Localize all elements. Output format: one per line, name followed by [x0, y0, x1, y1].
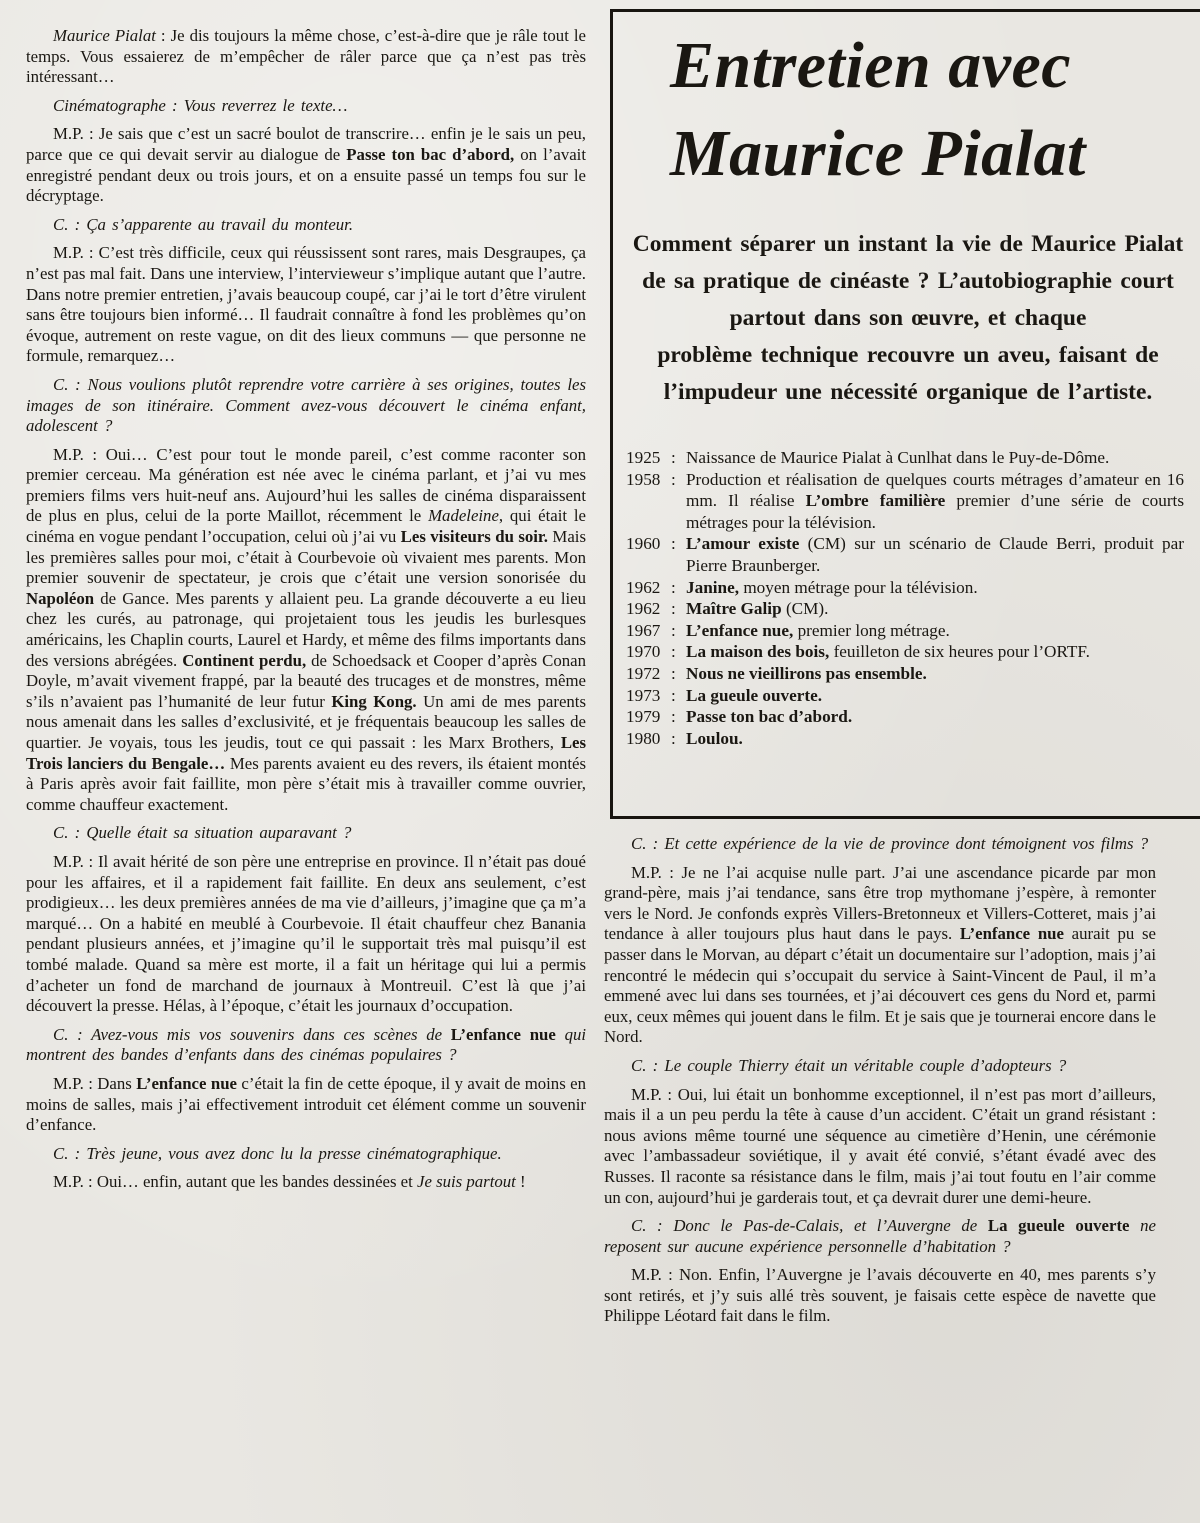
text-segment: Naissance de Maurice Pialat à Cunlhat dans le Puy-de-Dôme.	[686, 448, 1110, 467]
interviewer-question	[26, 375, 586, 437]
text-segment: La gueule ouverte	[987, 1216, 1130, 1236]
right-interview-column	[604, 834, 1156, 1327]
text-segment: Mes parents avaient eu des revers, ils étaient montés à Paris après avoir fait faillite, mon père s’était mis à travailler comme ouvrier, comme chauffeur exactement.	[26, 753, 586, 814]
interviewer-question	[26, 823, 586, 844]
text-segment: aurait pu se passer dans le Morvan, au départ c’était un documentaire sur l’adoption, mais j’ai rencontré le médecin qui s’occupait du service à Saint-Vincent de Paul, il m’a emmené avec lui dans ses tournées, et j’ai découvert ces gens du Nord et, parmi eux, ceux mêmes qui jouent dans le film. Et je sais que je tournerai encore dans le Nord.	[604, 924, 1156, 1047]
interview-answer	[26, 1172, 586, 1193]
page-title-line1: Entretien avec	[670, 29, 1072, 102]
text-segment: feuilleton de six heures pour l’ORTF.	[829, 642, 1090, 662]
filmography-entry	[626, 533, 1184, 576]
text-segment: C. : Quelle était sa situation auparavant ?	[53, 823, 352, 843]
filmography-year: 1980	[626, 728, 661, 748]
text-segment: L’enfance nue	[959, 924, 1064, 944]
filmography-entry	[626, 706, 1184, 728]
filmography-list	[626, 447, 1190, 749]
filmography-year: 1962	[626, 577, 661, 597]
text-segment: C. : Avez-vous mis vos souvenirs dans ces scènes de	[53, 1024, 451, 1044]
filmography-description	[686, 598, 1184, 620]
text-segment: C. : Le couple Thierry était un véritable couple d’adopteurs ?	[631, 1055, 1067, 1075]
interview-answer	[26, 445, 586, 816]
text-segment: C. : Très jeune, vous avez donc lu la presse cinématographique.	[53, 1143, 502, 1163]
text-segment: (CM).	[781, 599, 829, 619]
text-segment: Un ami de mes parents nous amenait dans les salles d’exclusivité, et je fréquentais beaucoup les salles de quartier. Je voyais, tous les jeudis, tout ce qui passait : les Marx Brothers,	[26, 691, 586, 752]
text-segment: L’ombre familière	[805, 491, 946, 511]
interview-answer	[26, 1074, 586, 1136]
text-segment: Passe ton bac d’abord.	[686, 707, 853, 727]
filmography-entry	[626, 685, 1184, 707]
text-segment: M.P. : Dans	[53, 1073, 137, 1093]
intro-line: partout dans son œuvre, et chaque	[729, 305, 1087, 331]
text-segment: : Je dis toujours la même chose, c’est-à-dire que je râle tout le temps. Vous essaierez de m’empêcher de râler parce que ça n’est pas très intéressant…	[26, 26, 586, 87]
filmography-description	[686, 663, 1184, 685]
filmography-entry	[626, 577, 1184, 599]
text-segment: qui montrent des bandes d’enfants dans des cinémas populaires ?	[26, 1024, 587, 1065]
filmography-year: 1925	[626, 448, 661, 467]
text-segment: C. : Et cette expérience de la vie de province dont témoignent vos films ?	[631, 834, 1149, 853]
title-box	[610, 9, 1200, 819]
text-segment: Madeleine	[428, 506, 499, 526]
text-segment: Janine,	[686, 577, 740, 597]
text-segment: Maurice Pialat	[53, 26, 156, 45]
intro-line: problème technique recouvre un aveu, faisant de	[657, 342, 1159, 368]
interview-answer	[604, 863, 1156, 1048]
text-segment: C. : Ça s’apparente au travail du monteur.	[53, 214, 354, 234]
interviewer-question	[26, 1144, 586, 1165]
text-segment: moyen métrage pour la télévision.	[739, 577, 978, 597]
filmography-year: 1960	[626, 534, 661, 554]
interview-answer	[604, 1085, 1156, 1209]
text-segment: Nous ne vieillirons pas ensemble.	[686, 663, 927, 683]
text-segment: Production et réalisation de quelques courts métrages d’amateur en 16 mm. Il réalise	[686, 469, 1184, 511]
filmography-description	[686, 447, 1184, 469]
text-segment: c’était la fin de cette époque, il y avait de moins en moins de salles, mais j’ai effectivement introduit cet élément comme un souvenir d’enfance.	[26, 1073, 586, 1135]
interviewer-question	[26, 1025, 586, 1066]
filmography-year: 1979	[626, 707, 661, 727]
filmography-year: 1970	[626, 642, 661, 662]
page-title	[626, 22, 1190, 198]
text-segment: Napoléon	[26, 588, 95, 608]
filmography-entry	[626, 663, 1184, 685]
text-segment: premier d’une série de courts métrages pour la télévision.	[686, 491, 1185, 532]
interviewer-question	[26, 215, 586, 236]
text-segment: !	[515, 1172, 526, 1192]
text-segment: , qui était le cinéma en vogue pendant l’occupation, celui où j’ai vu	[26, 506, 586, 547]
intro-line: l’impudeur une nécessité organique de l’artiste.	[663, 379, 1153, 405]
interviewer-question	[604, 1056, 1156, 1077]
interview-answer	[26, 243, 586, 367]
intro-paragraph	[626, 226, 1190, 411]
filmography-year: 1973	[626, 685, 661, 705]
interview-answer	[26, 852, 586, 1017]
filmography-description	[686, 685, 1184, 707]
filmography-separator: :	[671, 642, 676, 662]
text-segment: Je suis partout	[417, 1172, 516, 1192]
text-segment: premier long métrage.	[793, 620, 950, 640]
text-segment: M.P. : Je sais que c’est un sacré boulot de transcrire… enfin je le sais un peu, parce que ce qui devait servir au dialogue de	[26, 124, 586, 164]
text-segment: Les visiteurs du soir.	[400, 527, 549, 547]
interviewer-question	[604, 834, 1156, 855]
text-segment: M.P. : Oui… C’est pour tout le monde pareil, c’est comme raconter son premier cerceau. Ma génération est née avec le cinéma parlant, et j’ai vu mes premiers films vers huit-neuf ans. Aujourd’hui les salles de cinéma disparaissent de plus en plus, celui de la porte Maillot, récemment le	[26, 444, 586, 526]
filmography-entry	[626, 469, 1184, 534]
filmography-description	[686, 728, 1184, 750]
interviewer-question	[26, 96, 586, 117]
text-segment: M.P. : Oui, lui était un bonhomme exceptionnel, il n’est pas mort d’ailleurs, mais il a un peu perdu la tête à cause d’un accident. C’était un grand résistant : nous avions même tourné une séquence au cimetière d’Henin, une cérémonie avec l’ambassadeur soviétique, il y avait été convié, s’étant évadé avec des Russes. Il raconte sa résistance dans le film, mais j’ai tout foutu en l’air comme un con, aujourd’hui je garderais tout, et ça devrait durer une demi-heure.	[604, 1084, 1156, 1207]
text-segment: La maison des bois,	[686, 642, 830, 662]
text-segment: C. : Donc le Pas-de-Calais, et l’Auvergne de	[631, 1216, 988, 1236]
text-segment: M.P. : Il avait hérité de son père une entreprise en province. Il n’était pas doué pour les affaires, et il a rapidement fait faillite. En deux ans seulement, c’est prodigieux… les deux premières années de ma vie d’ailleurs, j’imagine que ça m’a marqué… On a habité en meublé à Courbevoie. Il était chauffeur chez Banania pendant plusieurs années, et j’imagine qu’il le supportait très mal puisqu’il est tombé malade. Quand sa mère est morte, il a fait un héritage qui lui a permis d’acheter un fond de marchand de journaux à Montreuil. C’est là que j’ai découvert la presse. Hélas, à l’époque, c’était les journaux d’occupation.	[26, 851, 586, 1016]
text-segment: de Gance. Mes parents y allaient peu. La grande découverte a eu lieu chez les curés, au patronage, qui projetaient tous les jeudis les burlesques américains, les Chaplin courts, Laurel et Hardy, et même des films importants dans des versions abrégées.	[26, 588, 586, 670]
text-segment: de Schoedsack et Cooper d’après Conan Doyle, m’avait vivement frappé, par la beauté des trucages et de monstres, même s’ils n’avaient pas l’humanité de leur futur	[26, 650, 586, 711]
filmography-entry	[626, 728, 1184, 750]
filmography-entry	[626, 447, 1184, 469]
left-interview-column	[26, 26, 586, 1193]
filmography-year: 1967	[626, 620, 661, 640]
filmography-description	[686, 706, 1184, 728]
text-segment: M.P. : C’est très difficile, ceux qui réussissent sont rares, mais Desgraupes, ça n’est pas mal fait. Dans une interview, l’intervieweur s’implique autant que l’autre. Dans notre premier entretien, j’avais beaucoup coupé, car j’ai le tort d’être virulent sans être toujours bien informé… Il faudrait connaître à fond les problèmes qu’on évoque, autrement on reste vague, on dit des lieux communs — que personne ne formule, remarquez…	[26, 243, 586, 366]
filmography-separator: :	[671, 448, 676, 467]
text-segment: King Kong.	[331, 691, 417, 711]
filmography-separator: :	[671, 577, 676, 597]
filmography-entry	[626, 620, 1184, 642]
filmography-separator: :	[671, 620, 676, 640]
text-segment: M.P. : Je ne l’ai acquise nulle part. J’ai une ascendance picarde par mon grand-père, mais j’ai tendance, sans être trop mythomane j’espère, à remonter vers le Nord. Je confonds exprès Villers-Bretonneux et Villers-Cotteret, mais j’ai tendance à aller toujours plus haut dans le pays.	[604, 862, 1156, 944]
filmography-description	[686, 533, 1184, 576]
text-segment: (CM) sur un scénario de Claude Berri, produit par Pierre Braunberger.	[686, 534, 1185, 575]
text-segment: L’amour existe	[686, 534, 800, 554]
text-segment: M.P. : Oui… enfin, autant que les bandes dessinées et	[53, 1172, 417, 1192]
text-segment: La gueule ouverte.	[686, 685, 823, 705]
interview-answer	[26, 124, 586, 206]
text-segment: Cinématographe : Vous reverrez le texte…	[53, 95, 348, 115]
interview-answer	[604, 1265, 1156, 1327]
filmography-separator: :	[671, 685, 676, 705]
text-segment: L’enfance nue,	[686, 620, 794, 640]
filmography-separator: :	[671, 728, 676, 748]
text-segment: C. : Nous voulions plutôt reprendre votre carrière à ses origines, toutes les images de son itinéraire. Comment avez-vous découvert le cinéma enfant, adolescent ?	[26, 374, 586, 436]
text-segment: Loulou.	[686, 728, 743, 748]
text-segment: Continent perdu,	[182, 650, 307, 670]
text-segment: Mais les premières salles pour moi, c’était à Courbevoie où vivaient mes parents. Mon premier souvenir de spectateur, je crois que c’était une version sonorisée du	[26, 527, 586, 588]
text-segment: Passe ton bac d’abord,	[346, 144, 515, 164]
intro-line: Comment séparer un instant la vie de Maurice Pialat	[632, 231, 1184, 257]
filmography-year: 1972	[626, 663, 661, 683]
filmography-separator: :	[671, 707, 676, 727]
filmography-separator: :	[671, 469, 676, 489]
filmography-description	[686, 620, 1184, 642]
filmography-separator: :	[671, 534, 676, 554]
interviewer-question	[604, 1216, 1156, 1257]
filmography-entry	[626, 641, 1184, 663]
text-segment: M.P. : Non. Enfin, l’Auvergne je l’avais découverte en 40, mes parents s’y sont retirés, et j’y suis allé très souvent, je faisais cette espèce de navette que Philippe Léotard fait dans le film.	[604, 1265, 1156, 1326]
filmography-description	[686, 577, 1184, 599]
text-segment: ne reposent sur aucune expérience personnelle d’habitation ?	[604, 1216, 1156, 1256]
filmography-separator: :	[671, 663, 676, 683]
filmography-year: 1958	[626, 469, 661, 489]
filmography-description	[686, 469, 1184, 534]
text-segment: on l’avait enregistré pendant deux ou trois jours, et on a ensuite passé un temps fou sur le décryptage.	[26, 144, 586, 206]
intro-line: de sa pratique de cinéaste ? L’autobiographie court	[642, 268, 1174, 294]
interview-answer	[26, 26, 586, 88]
filmography-separator: :	[671, 599, 676, 619]
page-title-line2: Maurice Pialat	[670, 117, 1086, 190]
filmography-entry	[626, 598, 1184, 620]
text-segment: Les Trois lanciers du Bengale…	[26, 733, 586, 773]
filmography-description	[686, 641, 1184, 663]
filmography-year: 1962	[626, 599, 661, 619]
text-segment: L’enfance nue	[136, 1073, 237, 1093]
text-segment: L’enfance nue	[450, 1024, 556, 1044]
text-segment: Maître Galip	[686, 599, 782, 619]
